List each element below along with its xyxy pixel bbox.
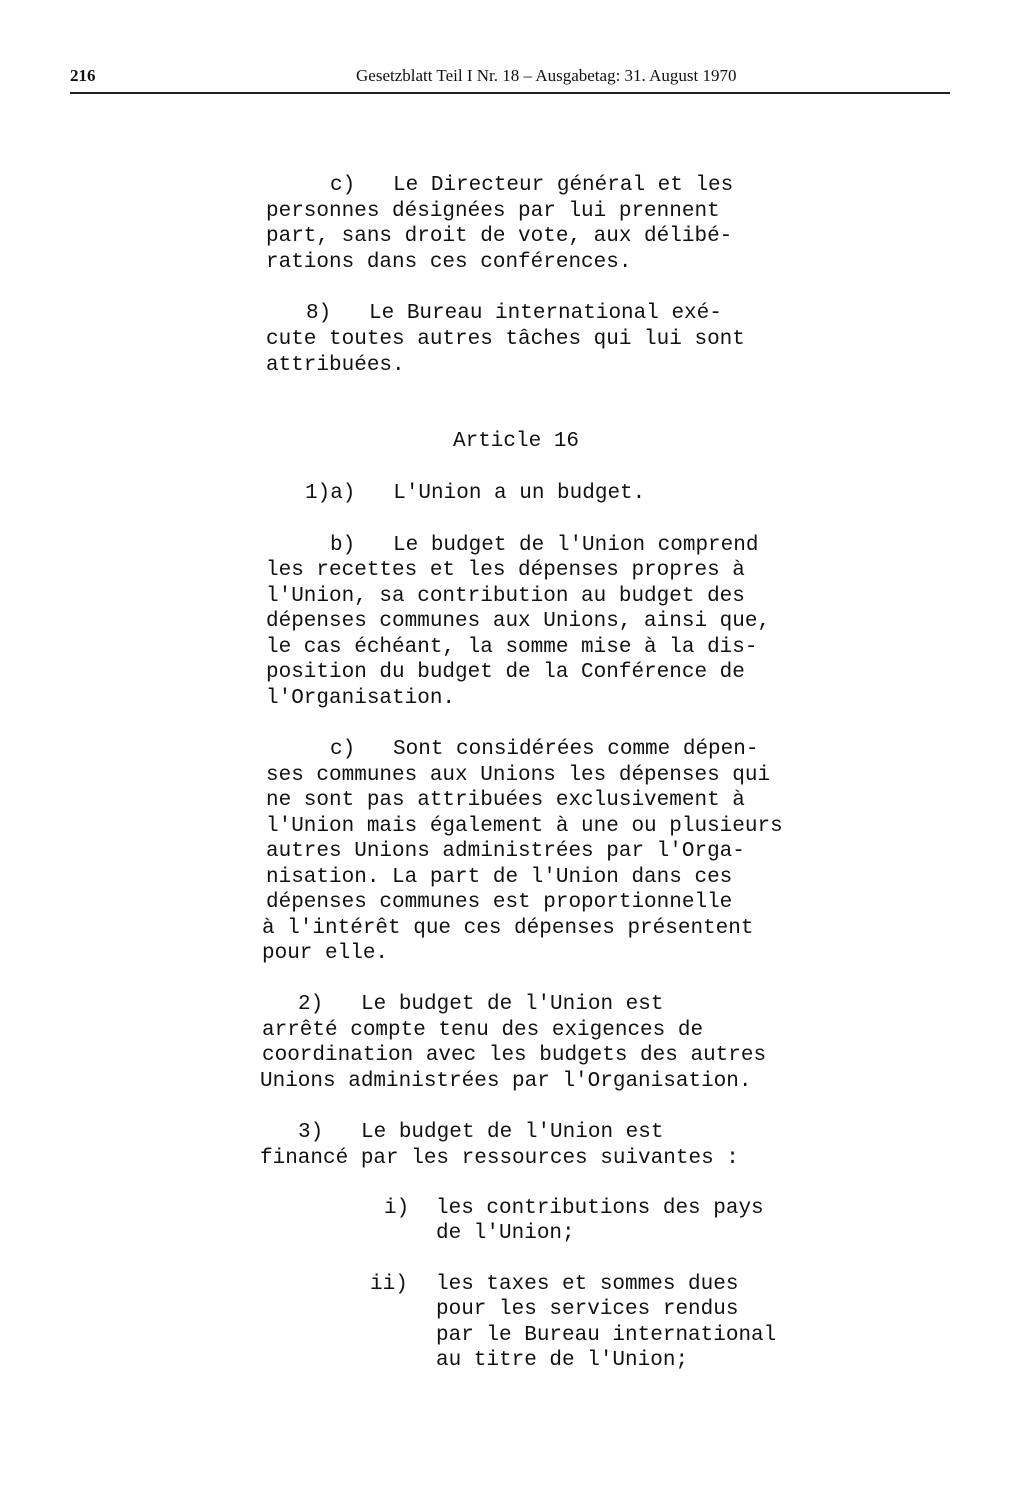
text-line: dépenses communes aux Unions, ainsi que, [266, 610, 771, 633]
text-line: rations dans ces conférences. [266, 251, 632, 274]
text-line: l'Organisation. [266, 687, 456, 710]
article-heading: Article 16 [453, 430, 580, 453]
text-line: dépenses communes est proportionnelle [266, 891, 733, 914]
text-line: 1)a) L'Union a un budget. [305, 482, 646, 505]
text-line: les taxes et sommes dues [436, 1273, 739, 1296]
list-item-label: i) [384, 1197, 410, 1220]
text-line: ne sont pas attribuées exclusivement à [266, 789, 745, 812]
text-line: 2) Le budget de l'Union est [298, 993, 664, 1016]
text-line: autres Unions administrées par l'Orga- [266, 840, 745, 863]
page-number: 216 [70, 66, 96, 85]
text-line: les contributions des pays [436, 1197, 764, 1220]
text-line: pour elle. [262, 942, 389, 965]
text-line: attribuées. [266, 354, 405, 377]
text-line: au titre de l'Union; [436, 1349, 689, 1372]
text-line: 8) Le Bureau international exé- [306, 302, 722, 325]
text-line: part, sans droit de vote, aux délibé- [266, 225, 733, 248]
text-line: personnes désignées par lui prennent [266, 200, 720, 223]
text-line: les recettes et les dépenses propres à [266, 559, 745, 582]
text-line: arrêté compte tenu des exigences de [262, 1019, 704, 1042]
text-line: b) Le budget de l'Union comprend [330, 534, 759, 557]
text-line: nisation. La part de l'Union dans ces [266, 866, 733, 889]
list-item-label: ii) [370, 1273, 408, 1296]
text-line: le cas échéant, la somme mise à la dis- [266, 636, 758, 659]
text-line: cute toutes autres tâches qui lui sont [266, 328, 745, 351]
text-line: position du budget de la Conférence de [266, 661, 745, 684]
text-line: par le Bureau international [436, 1324, 777, 1347]
text-line: 3) Le budget de l'Union est [298, 1121, 664, 1144]
text-line: de l'Union; [436, 1222, 575, 1245]
text-line: à l'intérêt que ces dépenses présentent [262, 917, 754, 940]
gazette-header-title: Gesetzblatt Teil I Nr. 18 – Ausgabetag: 31. August 1970 [356, 66, 737, 85]
text-line: l'Union, sa contribution au budget des [266, 585, 745, 608]
text-line: pour les services rendus [436, 1298, 739, 1321]
text-line: coordination avec les budgets des autres [262, 1044, 767, 1067]
text-line: ses communes aux Unions les dépenses qui [266, 764, 771, 787]
text-line: c) Le Directeur général et les [330, 174, 734, 197]
text-line: Unions administrées par l'Organisation. [260, 1070, 752, 1093]
text-line: c) Sont considérées comme dépen- [330, 738, 759, 761]
text-line: l'Union mais également à une ou plusieurs [266, 815, 783, 838]
page-header [70, 66, 950, 94]
text-line: financé par les ressources suivantes : [260, 1147, 739, 1170]
